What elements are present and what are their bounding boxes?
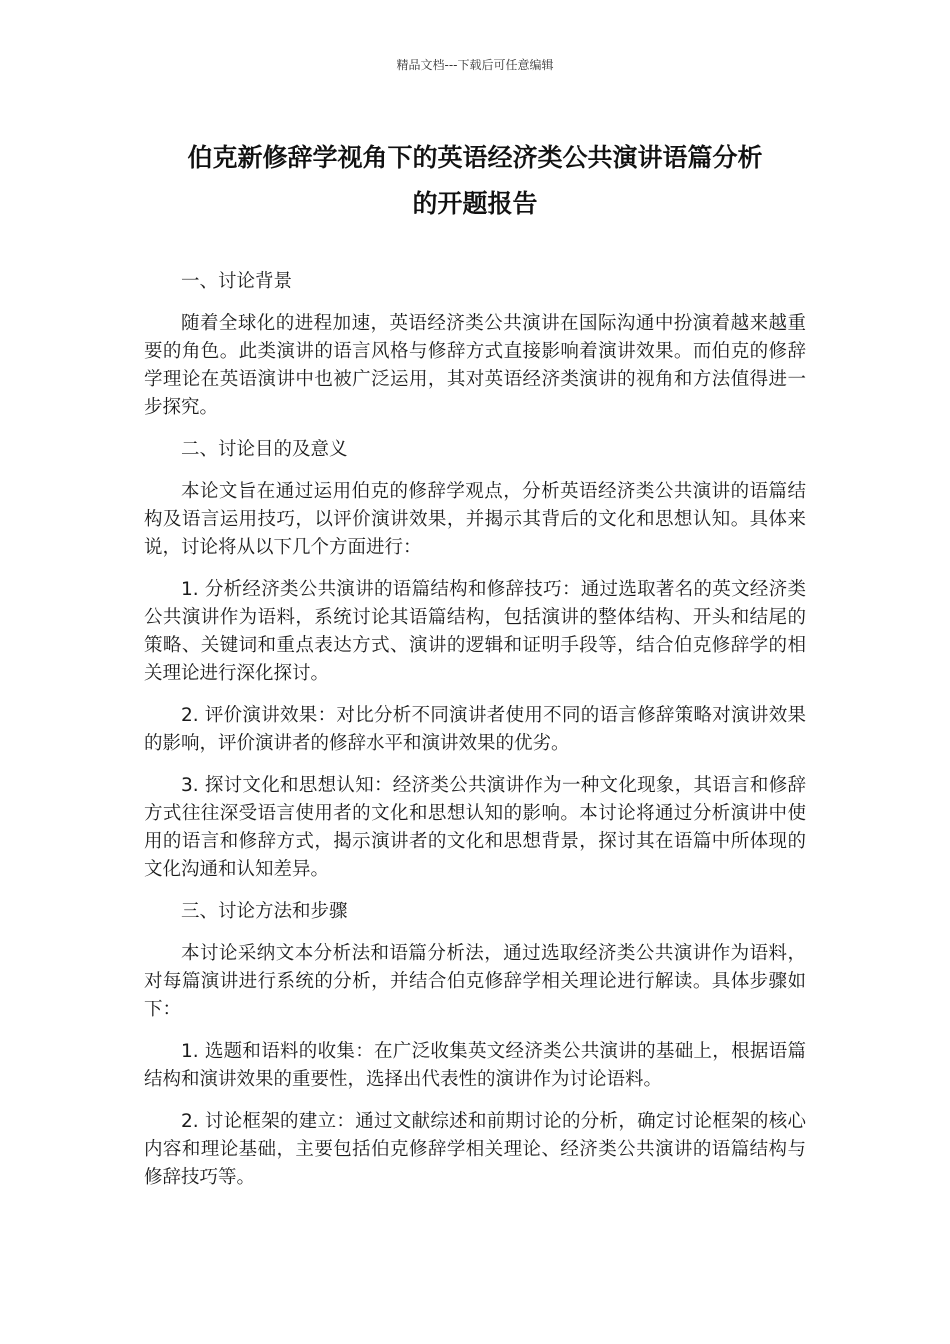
title-line-1: 伯克新修辞学视角下的英语经济类公共演讲语篇分析 (187, 143, 763, 172)
section-heading-methods: 三、讨论方法和步骤 (181, 901, 348, 922)
header-note: 精品文档---下载后可任意编辑 (396, 58, 554, 72)
document-title (120, 135, 830, 227)
list-item: 1. 分析经济类公共演讲的语篇结构和修辞技巧：通过选取著名的英文经济类公共演讲作为语料，系统讨论其语篇结构，包括演讲的整体结构、开头和结尾的策略、关键词和重点表达方式、演讲的逻辑和证明手段等，结合伯克修辞学的相关理论进行深化探讨。 (144, 579, 806, 684)
document-body (144, 268, 806, 1206)
section-heading-background: 一、讨论背景 (181, 271, 293, 292)
list-item: 2. 评价演讲效果：对比分析不同演讲者使用不同的语言修辞策略对演讲效果的影响，评价演讲者的修辞水平和演讲效果的优劣。 (144, 705, 806, 754)
title-line-2: 的开题报告 (412, 189, 538, 218)
list-item: 2. 讨论框架的建立：通过文献综述和前期讨论的分析，确定讨论框架的核心内容和理论基础，主要包括伯克修辞学相关理论、经济类公共演讲的语篇结构与修辞技巧等。 (144, 1111, 806, 1188)
section-heading-purpose: 二、讨论目的及意义 (181, 439, 348, 460)
paragraph: 随着全球化的进程加速，英语经济类公共演讲在国际沟通中扮演着越来越重要的角色。此类演讲的语言风格与修辞方式直接影响着演讲效果。而伯克的修辞学理论在英语演讲中也被广泛运用，其对英语经济类演讲的视角和方法值得进一步探究。 (144, 313, 806, 418)
list-item: 3. 探讨文化和思想认知：经济类公共演讲作为一种文化现象，其语言和修辞方式往往深受语言使用者的文化和思想认知的影响。本讨论将通过分析演讲中使用的语言和修辞方式，揭示演讲者的文化和思想背景，探讨其在语篇中所体现的文化沟通和认知差异。 (144, 775, 806, 880)
list-item: 1. 选题和语料的收集：在广泛收集英文经济类公共演讲的基础上，根据语篇结构和演讲效果的重要性，选择出代表性的演讲作为讨论语料。 (144, 1041, 806, 1090)
paragraph: 本讨论采纳文本分析法和语篇分析法，通过选取经济类公共演讲作为语料，对每篇演讲进行系统的分析，并结合伯克修辞学相关理论进行解读。具体步骤如下： (144, 943, 806, 1020)
paragraph: 本论文旨在通过运用伯克的修辞学观点，分析英语经济类公共演讲的语篇结构及语言运用技巧，以评价演讲效果，并揭示其背后的文化和思想认知。具体来说，讨论将从以下几个方面进行： (144, 481, 806, 558)
